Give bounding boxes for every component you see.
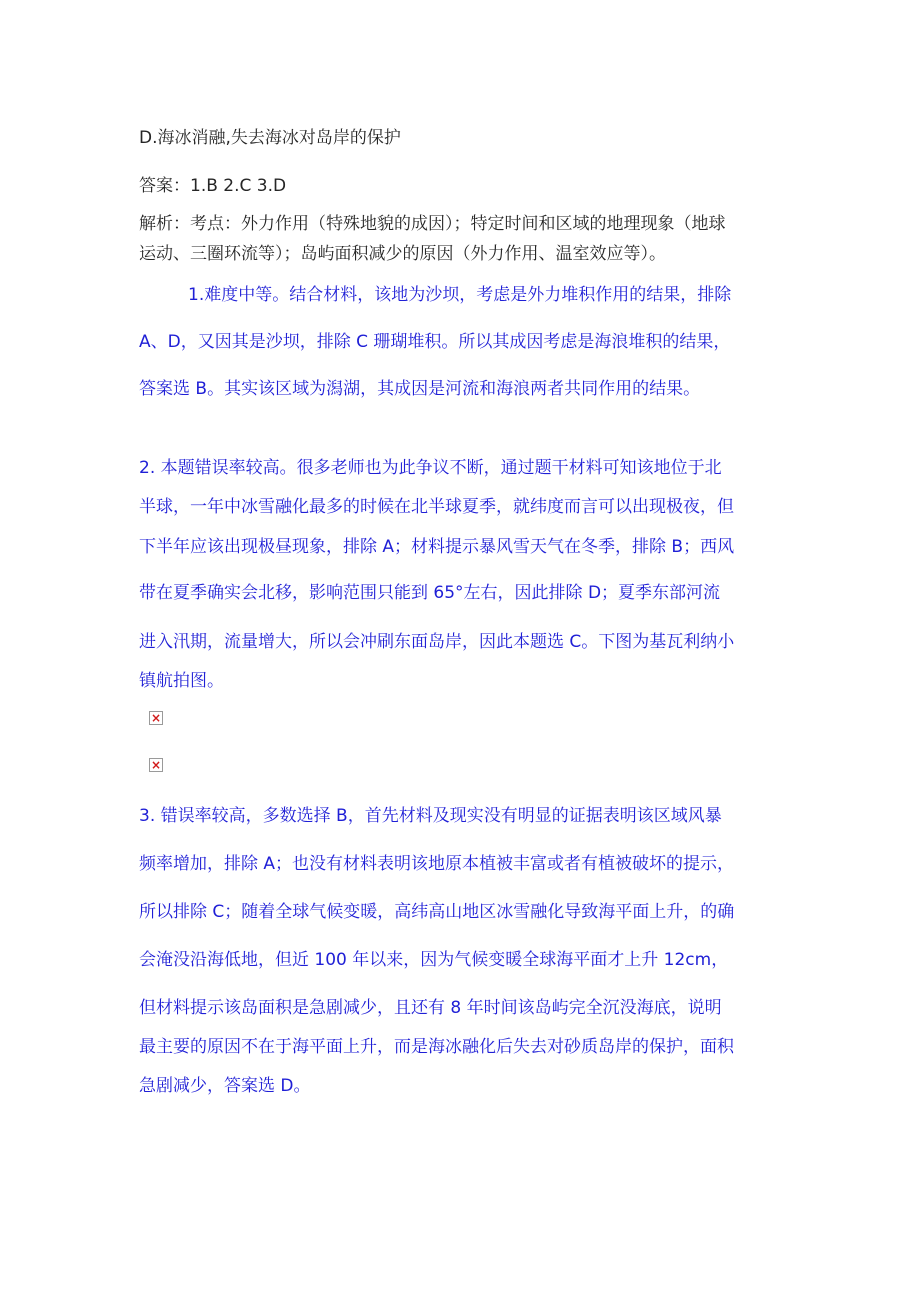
broken-image-icon <box>149 758 163 772</box>
option-d-text: D.海冰消融,失去海冰对岛岸的保护 <box>139 128 401 148</box>
q1-line-2: A、D，又因其是沙坝，排除 C 珊瑚堆积。所以其成因考虑是海浪堆积的结果， <box>139 332 731 352</box>
q1-line-3: 答案选 B。其实该区域为潟湖，其成因是河流和海浪两者共同作用的结果。 <box>139 379 701 399</box>
q2-line-3: 下半年应该出现极昼现象，排除 A；材料提示暴风雪天气在冬季，排除 B；西风 <box>139 537 735 557</box>
q3-line-2: 频率增加，排除 A；也没有材料表明该地原本植被丰富或者有植被破坏的提示， <box>139 854 735 874</box>
analysis-line-1: 解析：考点：外力作用（特殊地貌的成因）；特定时间和区域的地理现象（地球 <box>139 214 726 234</box>
q3-line-4: 会淹没沿海低地，但近 100 年以来，因为气候变暖全球海平面才上升 12cm， <box>139 950 729 970</box>
q2-line-4: 带在夏季确实会北移，影响范围只能到 65°左右，因此排除 D；夏季东部河流 <box>139 583 721 603</box>
analysis-line-2: 运动、三圈环流等）；岛屿面积减少的原因（外力作用、温室效应等）。 <box>139 244 666 264</box>
answer-line: 答案：1.B 2.C 3.D <box>139 176 287 196</box>
q1-line-1: 1.难度中等。结合材料，该地为沙坝，考虑是外力堆积作用的结果，排除 <box>188 285 732 305</box>
broken-image-x: × <box>150 711 162 725</box>
broken-image-x: × <box>150 758 162 772</box>
q3-line-6: 最主要的原因不在于海平面上升，而是海冰融化后失去对砂质岛岸的保护，面积 <box>139 1037 734 1057</box>
q3-line-3: 所以排除 C；随着全球气候变暖，高纬高山地区冰雪融化导致海平面上升，的确 <box>139 902 735 922</box>
q2-line-6: 镇航拍图。 <box>139 671 224 691</box>
q2-line-2: 半球，一年中冰雪融化最多的时候在北半球夏季，就纬度而言可以出现极夜，但 <box>139 497 734 517</box>
q3-line-1: 3. 错误率较高，多数选择 B，首先材料及现实没有明显的证据表明该区域风暴 <box>139 806 722 826</box>
q2-line-5: 进入汛期，流量增大，所以会冲刷东面岛岸，因此本题选 C。下图为基瓦利纳小 <box>139 632 735 652</box>
q2-line-1: 2. 本题错误率较高。很多老师也为此争议不断，通过题干材料可知该地位于北 <box>139 458 722 478</box>
q3-line-7: 急剧减少，答案选 D。 <box>139 1076 311 1096</box>
q3-line-5: 但材料提示该岛面积是急剧减少，且还有 8 年时间该岛屿完全沉没海底，说明 <box>139 998 722 1018</box>
broken-image-icon <box>149 711 163 725</box>
